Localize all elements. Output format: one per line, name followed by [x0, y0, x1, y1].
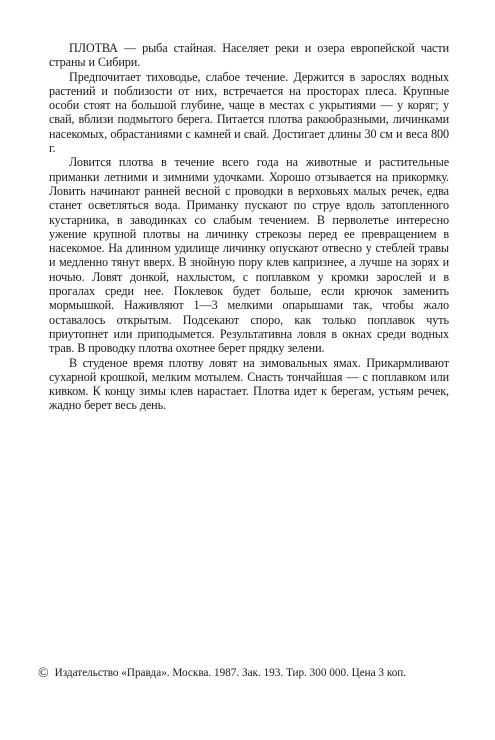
- paragraph-winter-fishing: В студеное время плотву ловят на зимовальных ямах. Прикармливают сухарной крошкой, мелким мотылем. Снасть тончайшая — с поплавком или кивком. К концу зимы клев нарастает. Плотва идет к берегам, устьям речек, жадно берет весь день.: [49, 355, 449, 413]
- paragraph-fishing-methods: Ловится плотва в течение всего года на животные и растительные приманки летними и зимними удочками. Хорошо отзывается на прикормку. Ловить начинают ранней весной с проводки в верховьях малых речек, едва станет осветляться вода. Приманку пускают по струе вдоль затопленного кустарника, в заводинках со слабым течением. В перволетье интересно ужение крупной плотвы на личинку стрекозы перед ее превращением в насекомое. На длинном удилище личинку опускают отвесно у стеблей травы и медленно тянут вверх. В знойную пору клев капризнее, а лучше на зорях и ночью. Ловят донкой, нахлыстом, с поплавком у кромки зарослей и в прогалах среди нее. Поклевок будет больше, если крючок заменить мормышкой. Наживляют 1—3 мелкими опарышами так, чтобы жало оставалось открытым. Подсекают споро, как только поплавок чуть приутопнет или приподымется. Результативна ловля в окнах среди водных трав. В проводку плотва охотнее берет прядку зелени.: [49, 155, 449, 356]
- article-body: [49, 41, 449, 413]
- copyright-icon: ©: [38, 666, 49, 681]
- imprint-text: Издательство «Правда». Москва. 1987. Зак. 193. Тир. 300 000. Цена 3 коп.: [54, 667, 407, 679]
- publisher-imprint: [38, 666, 468, 681]
- paragraph-habitat: Предпочитает тиховодье, слабое течение. Держится в зарослях водных растений и поблизости от них, встречается на просторах плеса. Крупные особи стоят на большой глубине, чаще в местах с укрытиями — у коряг; у свай, вблизи подмытого берега. Питается плотва ракообразными, личинками насекомых, обрастаниями с камней и свай. Достигает длины 30 см и веса 800 г.: [49, 69, 449, 156]
- paragraph-intro: ПЛОТВА — рыба стайная. Населяет реки и озера европейской части страны и Сибири.: [49, 41, 449, 70]
